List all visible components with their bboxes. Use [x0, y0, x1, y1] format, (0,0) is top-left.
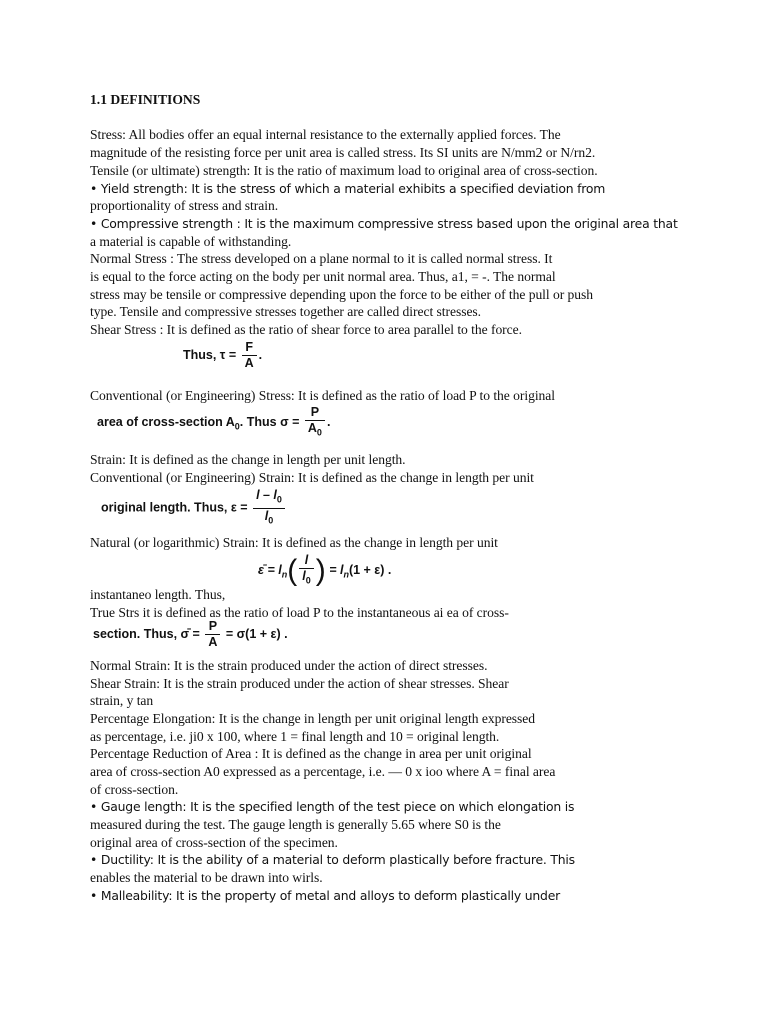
- denominator: A: [244, 356, 254, 370]
- text-line: area of cross-section A0 expressed as a percentage, i.e. — 0 x ioo where A = final area: [90, 764, 556, 779]
- fraction: [305, 405, 325, 441]
- eq-text: ε̄ = l: [258, 563, 282, 578]
- eq-text: . Thus σ =: [239, 415, 300, 430]
- text-line: Stress: All bodies offer an equal internal resistance to the externally applied forces. The: [90, 127, 561, 142]
- text-line: Percentage Elongation: It is the change in length per unit original length expressed: [90, 711, 536, 726]
- text-line: Strain: It is defined as the change in length per unit length.: [90, 452, 406, 467]
- text-line: stress may be tensile or compressive depending upon the force to be either of the pull or push: [90, 287, 594, 302]
- section-heading: 1.1 DEFINITIONS: [90, 92, 201, 107]
- text-line: original area of cross-section of the specimen.: [90, 835, 338, 850]
- denominator: $A_0$: [307, 421, 322, 438]
- text-line: type. Tensile and compressive stresses together are called direct stresses.: [90, 304, 482, 319]
- eq-text: Thus, τ =: [183, 347, 237, 362]
- text-line: True Strs it is defined as the ratio of load P to the instantaneous ai ea of cross-: [90, 605, 509, 620]
- text-line: magnitude of the resisting force per unit area is called stress. Its SI units are N/mm2 or N/rn2.: [90, 145, 596, 160]
- shear-stress-equation: Thus, τ = $\frac{F}{A}$ .: [183, 340, 263, 370]
- text-line: Normal Stress : The stress developed on a plane normal to it is called normal stress. It: [90, 251, 553, 266]
- eq-text: (1 + ε) .: [348, 563, 392, 578]
- text-line: • Ductility: It is the ability of a material to deform plastically before fracture. This: [90, 852, 575, 867]
- numerator: l – $l_0$: [253, 488, 285, 509]
- subscript: 0: [234, 421, 240, 432]
- text-line: instantaneo length. Thus,: [90, 587, 226, 602]
- eq-text: = σ(1 + ε) .: [225, 626, 288, 641]
- text-line: • Compressive strength : It is the maximum compressive stress based upon the original area that: [90, 216, 678, 231]
- text-line: • Gauge length: It is the specified length of the test piece on which elongation is: [90, 799, 575, 814]
- text-line: • Malleability: It is the property of metal and alloys to deform plastically under: [90, 888, 561, 903]
- fraction: [205, 619, 220, 650]
- text-line: is equal to the force acting on the body per unit normal area. Thus, a1, = -. The normal: [90, 269, 556, 284]
- denominator: $l_0$: [264, 508, 274, 525]
- text-line: Normal Strain: It is the strain produced under the action of direct stresses.: [90, 658, 488, 673]
- fraction: [242, 340, 257, 371]
- conventional-strain-equation: [101, 488, 287, 528]
- text-line: Shear Strain: It is the strain produced under the action of shear stresses. Shear: [90, 676, 509, 691]
- eq-text: area of cross-section A: [97, 415, 235, 430]
- text-line: as percentage, i.e. ji0 x 100, where 1 = final length and 10 = original length.: [90, 729, 500, 744]
- natural-strain-equation: ε̄ = $l_n$( $\frac{l}{l_0}$ ) = $l_n(1 + \varepsilon)$ .: [258, 553, 392, 587]
- text-line: • Yield strength: It is the stress of which a material exhibits a specified deviation from: [90, 181, 606, 196]
- eq-text: σ̄ =: [180, 626, 200, 641]
- text-line: Conventional (or Engineering) Strain: It is defined as the change in length per unit: [90, 470, 534, 485]
- text-line: Shear Stress : It is defined as the ratio of shear force to area parallel to the force.: [90, 322, 522, 337]
- text-line: of cross-section.: [90, 782, 179, 797]
- text-line: enables the material to be drawn into wirls.: [90, 870, 323, 885]
- text-line: Conventional (or Engineering) Stress: It is defined as the ratio of load P to the original: [90, 388, 556, 403]
- numerator: F: [242, 340, 257, 356]
- text-line: measured during the test. The gauge length is generally 5.65 where S0 is the: [90, 817, 501, 832]
- text-line: a material is capable of withstanding.: [90, 234, 292, 249]
- numerator: P: [305, 405, 325, 421]
- text-line: strain, y tan: [90, 693, 154, 708]
- numerator: P: [205, 619, 220, 635]
- eq-text: = l: [329, 563, 344, 578]
- text-line: Natural (or logarithmic) Strain: It is defined as the change in length per unit: [90, 535, 498, 550]
- true-stress-equation: [93, 619, 288, 650]
- text-line: Percentage Reduction of Area : It is defined as the change in area per unit original: [90, 746, 532, 761]
- conventional-stress-equation: area of cross-section $A_0$. Thus σ = $\frac{P}{A_0}$ .: [97, 405, 330, 441]
- fraction: [253, 488, 285, 528]
- eq-text: section. Thus,: [93, 626, 178, 641]
- fraction: $\frac{l}{l_0}$: [299, 553, 314, 589]
- text-line: Tensile (or ultimate) strength: It is the ratio of maximum load to original area of cross-section.: [90, 163, 598, 178]
- eq-text: original length. Thus, ε =: [101, 500, 248, 515]
- text-line: proportionality of stress and strain.: [90, 198, 279, 213]
- denominator: A: [208, 635, 218, 649]
